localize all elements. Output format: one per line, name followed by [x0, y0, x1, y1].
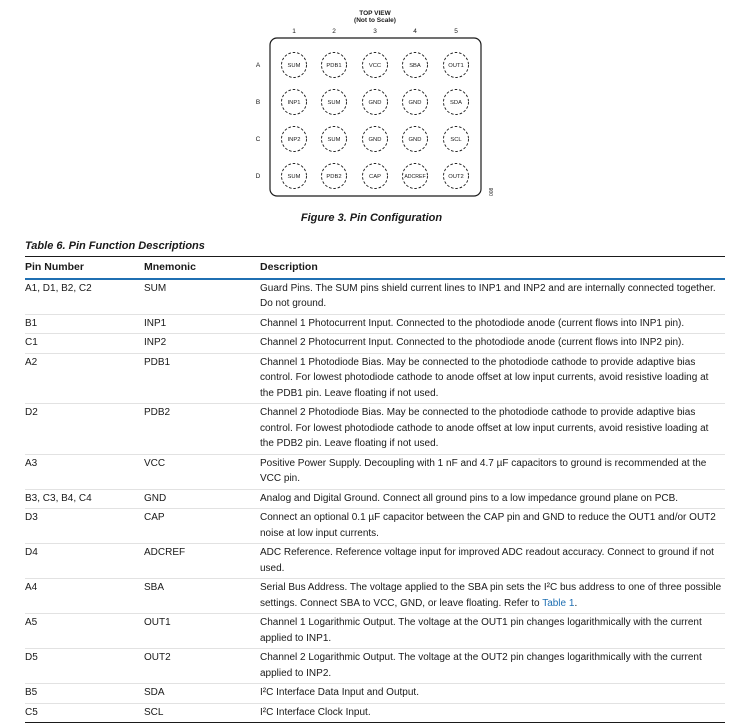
pin-ball-label: SUM	[327, 137, 341, 143]
pin-ball	[322, 127, 347, 152]
mnemonic-cell: SCL	[144, 703, 260, 723]
pin-ball-label: PDB2	[326, 174, 342, 180]
pin-ball	[403, 53, 428, 78]
description-suffix: .	[574, 597, 578, 609]
pin-number-cell: A2	[25, 353, 144, 404]
description-text: Channel 2 Photodiode Bias. May be connected to the photodiode cathode to provide adaptive bias control. For lowest photodiode cathode to anode offset at low input currents, avoid resistive loading at the PDB2 pin. Leave floating if not used.	[260, 407, 709, 449]
table-row	[25, 579, 725, 614]
description-cell	[260, 509, 725, 544]
pin-ball	[282, 127, 307, 152]
pin-ball	[403, 164, 428, 189]
table-row	[25, 314, 725, 334]
pin-ball	[322, 90, 347, 115]
pin-number-cell: B1	[25, 314, 144, 334]
pin-ball-label: INP2	[287, 137, 301, 143]
pin-ball	[444, 53, 469, 78]
description-cell	[260, 579, 725, 614]
description-text: Guard Pins. The SUM pins shield current lines to INP1 and INP2 and are internally connected together. Do not ground.	[260, 282, 716, 309]
row-label: D	[255, 173, 261, 180]
pin-ball	[444, 90, 469, 115]
pin-number-cell: D4	[25, 544, 144, 579]
table-row	[25, 404, 725, 455]
description-cell	[260, 314, 725, 334]
mnemonic-cell: OUT1	[144, 614, 260, 649]
pin-ball-label: PDB1	[326, 63, 342, 69]
pin-ball	[363, 164, 388, 189]
table-row	[25, 489, 725, 509]
description-cell	[260, 614, 725, 649]
table-row	[25, 334, 725, 354]
mnemonic-cell: ADCREF	[144, 544, 260, 579]
row-label: A	[255, 62, 261, 69]
pin-ball-label: GND	[368, 137, 382, 143]
pin-ball	[282, 53, 307, 78]
description-cell	[260, 649, 725, 684]
description-text: Connect an optional 0.1 µF capacitor between the CAP pin and GND to reduce the OUT1 and/or OUT2 noise at low input currents.	[260, 512, 716, 539]
description-cell	[260, 489, 725, 509]
description-cell	[260, 684, 725, 704]
table-row	[25, 649, 725, 684]
pin-ball-label: GND	[368, 100, 382, 106]
pin-ball-label: OUT2	[448, 174, 464, 180]
description-text: Positive Power Supply. Decoupling with 1 nF and 4.7 µF capacitors to ground is recommended at the VCC pin.	[260, 457, 707, 484]
table-row	[25, 353, 725, 404]
mnemonic-cell: SBA	[144, 579, 260, 614]
mnemonic-cell: SUM	[144, 279, 260, 315]
description-cell	[260, 279, 725, 315]
pin-ball-label: SCL	[450, 137, 462, 143]
not-to-scale-label: (Not to Scale)	[354, 17, 396, 24]
pin-ball	[322, 164, 347, 189]
description-cell	[260, 703, 725, 723]
pin-ball	[403, 127, 428, 152]
header-mnemonic: Mnemonic	[144, 257, 260, 279]
pin-ball	[363, 90, 388, 115]
pin-ball-label: CAP	[369, 174, 381, 180]
column-label: 5	[454, 28, 458, 35]
pin-ball-label: GND	[408, 137, 422, 143]
description-text: Serial Bus Address. The voltage applied to the SBA pin sets the I²C bus address to one of three possible settings. Connect SBA to VCC, GND, or leave floating. Refer to	[260, 582, 722, 609]
pin-ball-label: GND	[408, 100, 422, 106]
pin-number-cell: A1, D1, B2, C2	[25, 279, 144, 315]
pin-number-cell: B3, C3, B4, C4	[25, 489, 144, 509]
table-row	[25, 544, 725, 579]
pin-ball	[403, 90, 428, 115]
description-text: Channel 1 Photocurrent Input. Connected to the photodiode anode (current flows into INP1 pin).	[260, 317, 685, 329]
pin-ball	[363, 127, 388, 152]
description-cell	[260, 544, 725, 579]
description-text: I²C Interface Clock Input.	[260, 706, 371, 718]
table-row	[25, 279, 725, 315]
pin-ball	[363, 53, 388, 78]
table-row	[25, 703, 725, 723]
table-header-row	[25, 257, 725, 279]
column-label: 2	[332, 28, 336, 35]
pin-number-cell: D2	[25, 404, 144, 455]
row-label: B	[255, 99, 261, 106]
pin-ball	[322, 53, 347, 78]
description-cell	[260, 353, 725, 404]
pin-ball-label: SBA	[409, 63, 421, 69]
pin-ball-label: SUM	[287, 63, 301, 69]
column-label: 4	[413, 28, 417, 35]
pin-number-cell: C5	[25, 703, 144, 723]
description-text: Channel 1 Logarithmic Output. The voltage at the OUT1 pin changes logarithmically with the current applied to INP1.	[260, 617, 702, 644]
description-cell	[260, 404, 725, 455]
mnemonic-cell: OUT2	[144, 649, 260, 684]
pin-ball-label: VCC	[368, 63, 382, 69]
description-text: ADC Reference. Reference voltage input for improved ADC readout accuracy. Connect to ground if not used.	[260, 547, 714, 574]
mnemonic-cell: INP2	[144, 334, 260, 354]
mnemonic-cell: INP1	[144, 314, 260, 334]
mnemonic-cell: PDB1	[144, 353, 260, 404]
table-reference-link[interactable]: Table 1	[542, 597, 575, 609]
pin-function-table	[25, 256, 725, 723]
description-cell	[260, 334, 725, 354]
header-pin-number: Pin Number	[25, 257, 144, 279]
package-outline	[270, 38, 481, 196]
figure-caption: Figure 3. Pin Configuration	[300, 212, 443, 224]
pin-ball-label: ADCREF	[404, 174, 426, 180]
pin-number-cell: A4	[25, 579, 144, 614]
pin-number-cell: A5	[25, 614, 144, 649]
mnemonic-cell: CAP	[144, 509, 260, 544]
figure-side-code: 008	[489, 187, 495, 196]
description-text: Analog and Digital Ground. Connect all ground pins to a low impedance ground plane on PCB.	[260, 492, 679, 504]
pin-ball-label: INP1	[287, 100, 301, 106]
pin-ball	[282, 90, 307, 115]
pin-ball-label: SUM	[287, 174, 301, 180]
mnemonic-cell: SDA	[144, 684, 260, 704]
column-label: 3	[373, 28, 377, 35]
pin-ball	[444, 127, 469, 152]
pin-ball	[282, 164, 307, 189]
pin-number-cell: D3	[25, 509, 144, 544]
pin-ball-label: SDA	[450, 100, 462, 106]
table-row	[25, 684, 725, 704]
table-title: Table 6. Pin Function Descriptions	[25, 240, 205, 252]
pin-number-cell: B5	[25, 684, 144, 704]
description-cell	[260, 454, 725, 489]
mnemonic-cell: VCC	[144, 454, 260, 489]
table-row	[25, 509, 725, 544]
description-text: Channel 2 Logarithmic Output. The voltage at the OUT2 pin changes logarithmically with the current applied to INP2.	[260, 652, 702, 679]
description-text: Channel 2 Photocurrent Input. Connected to the photodiode anode (current flows into INP2 pin).	[260, 337, 685, 348]
pin-ball	[444, 164, 469, 189]
pin-number-cell: D5	[25, 649, 144, 684]
pin-ball-label: OUT1	[448, 63, 464, 69]
pin-configuration-diagram	[0, 0, 743, 235]
description-text: Channel 1 Photodiode Bias. May be connected to the photodiode cathode to provide adaptive bias control. For lowest photodiode cathode to anode offset at low input currents, avoid resistive loading at the PDB1 pin. Leave floating if not used.	[260, 356, 709, 399]
description-text: I²C Interface Data Input and Output.	[260, 687, 419, 698]
pin-number-cell: C1	[25, 334, 144, 354]
top-view-label: TOP VIEW	[359, 10, 391, 17]
row-label: C	[255, 136, 261, 143]
header-description: Description	[260, 257, 725, 279]
mnemonic-cell: PDB2	[144, 404, 260, 455]
table-row	[25, 454, 725, 489]
table-row	[25, 614, 725, 649]
column-label: 1	[292, 28, 296, 35]
pin-number-cell: A3	[25, 454, 144, 489]
pin-ball-label: SUM	[327, 100, 341, 106]
mnemonic-cell: GND	[144, 489, 260, 509]
